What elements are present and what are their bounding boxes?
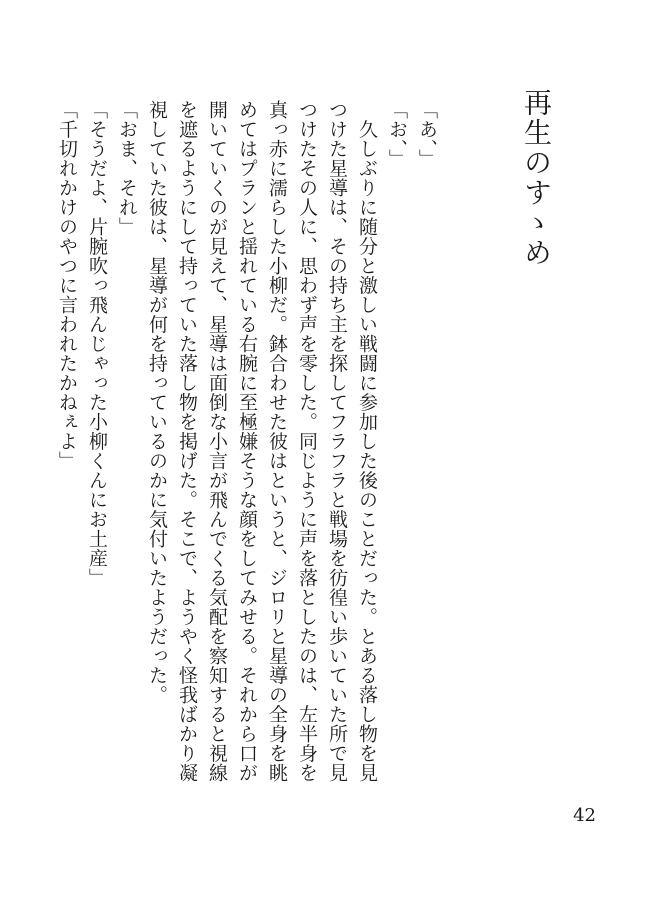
dialogue-line: 「おま、それ」 [116,100,138,237]
dialogue-line: 「あ、」 [416,100,438,169]
dialogue-line: 「そうだよ、片腕吹っ飛んじゃった小柳くんにお土産」 [86,100,108,588]
narrative-paragraph: 久しぶりに随分と激しい戦闘に参加した後のことだった。とある落し物を見つけた星導は、その持ち主を探してフラフラと戦場を彷徨い歩いていた所で見つけたその人に、思わず声を零した。同じように声を落としたのは、左半身を真っ赤に濡らした小柳だ。鉢合わせた彼はというと、ジロリと星導の全身を眺めてはプランと揺れている右腕に至極嫌そうな顔をしてみせる。それから口が開いていくのが見えて、星導は面倒な小言が飛んでくる気配を察知すると視線を遮るようにして持っていた落し物を掲げた。そこで、ようやく怪我ばかり凝視していた彼は、星導が何を持っているのかに気付いたようだった。 [146,100,378,783]
page-number: 42 [573,805,596,826]
chapter-title: 再生のすゝめ [520,88,553,268]
body-text [56,100,442,790]
dialogue-line: 「お、」 [386,100,408,169]
dialogue-line: 「千切れかけのやつに言われたかねぇよ」 [56,100,78,471]
